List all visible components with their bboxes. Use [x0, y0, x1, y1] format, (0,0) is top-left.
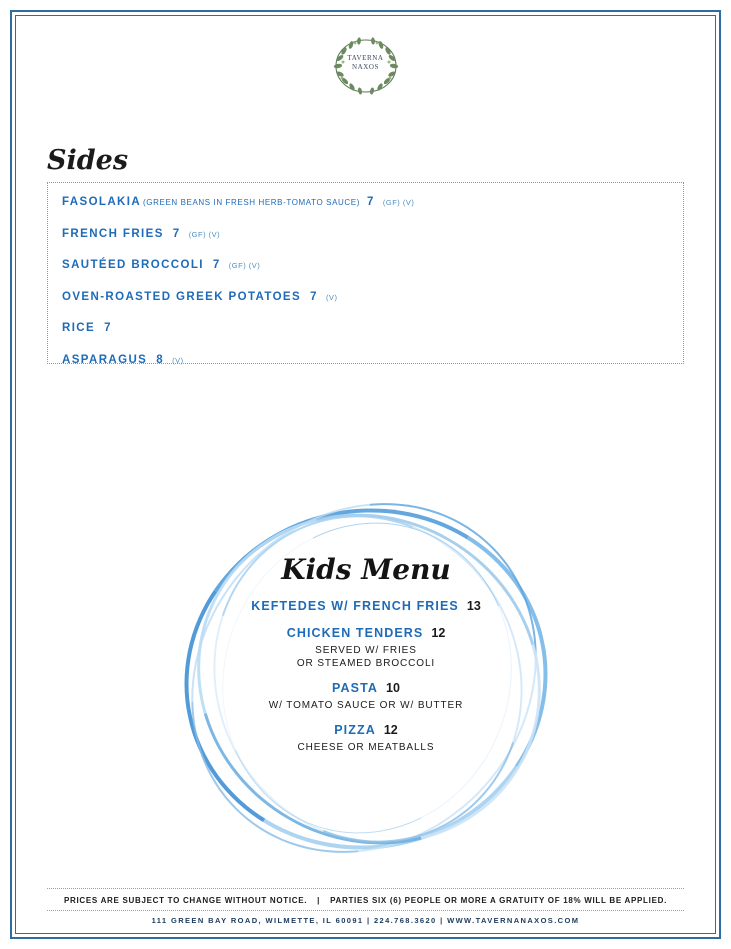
kids-item-description: SERVED W/ FRIES OR STEAMED BROCCOLI [296, 645, 436, 669]
side-price: 7 [212, 259, 220, 271]
side-price: 7 [310, 290, 317, 303]
list-item [62, 318, 672, 336]
logo-wordmark [324, 54, 408, 72]
side-name: FASOLAKIA [62, 196, 142, 208]
list-item [180, 597, 552, 615]
kids-item-name: CHICKEN TENDERS [286, 626, 424, 640]
side-tags: (GF) (V) [188, 229, 221, 239]
kids-item-name: PASTA [332, 681, 379, 695]
footer-note-left: PRICES ARE SUBJECT TO CHANGE WITHOUT NOTICE. [63, 896, 308, 905]
side-name: RICE [62, 322, 96, 334]
list-item [62, 192, 672, 210]
footer-address: 111 GREEN BAY ROAD, WILMETTE, IL 60091 | 224.768.3620 | WWW.TAVERNANAXOS.COM [151, 916, 580, 925]
footer-note-right: PARTIES SIX (6) PEOPLE OR MORE A GRATUITY OF 18% WILL BE APPLIED. [330, 896, 668, 905]
side-name: OVEN-ROASTED GREEK POTATOES [62, 290, 302, 303]
kids-item-description: W/ TOMATO SAUCE OR W/ BUTTER [268, 700, 464, 711]
kids-item-price: 12 [383, 723, 398, 737]
side-tags: (V) [325, 292, 338, 302]
list-item [62, 287, 672, 305]
kids-item-description: CHEESE OR MEATBALLS [297, 742, 435, 753]
side-name: SAUTÉED BROCCOLI [62, 259, 204, 271]
footer-note-separator: | [317, 896, 321, 905]
kids-item-name: PIZZA [334, 723, 376, 737]
list-item [180, 679, 552, 712]
list-item [180, 721, 552, 754]
restaurant-logo [0, 32, 731, 100]
footer-divider-top [47, 888, 684, 889]
side-price: 7 [366, 196, 374, 208]
side-tags: (GF) (V) [228, 261, 261, 270]
logo-line-2: NAXOS [351, 63, 380, 71]
kids-item-name: KEFTEDES W/ FRENCH FRIES [251, 599, 459, 613]
kids-menu-section [180, 505, 552, 845]
side-price: 7 [104, 322, 111, 334]
side-name: FRENCH FRIES [62, 227, 164, 240]
side-tags: (GF) (V) [382, 198, 415, 207]
logo-line-1: TAVERNA [347, 54, 384, 62]
side-tags: (V) [172, 355, 184, 365]
list-item [180, 624, 552, 670]
olive-wreath-icon [324, 32, 408, 100]
kids-item-price: 12 [431, 626, 446, 640]
list-item [62, 255, 672, 273]
kids-menu-title: Kids Menu [281, 553, 451, 586]
kids-menu-list [180, 597, 552, 763]
side-description: (GREEN BEANS IN FRESH HERB-TOMATO SAUCE) [143, 198, 360, 207]
kids-item-price: 13 [466, 599, 481, 613]
side-name: ASPARAGUS [62, 353, 148, 366]
list-item [62, 224, 672, 242]
sides-section-title: Sides [47, 145, 129, 176]
footer-divider-bottom [47, 910, 684, 911]
side-price: 7 [172, 227, 180, 240]
side-price: 8 [156, 353, 164, 366]
kids-item-price: 10 [386, 681, 400, 695]
sides-list [62, 192, 672, 381]
list-item [62, 350, 672, 368]
footer-note [0, 896, 731, 905]
